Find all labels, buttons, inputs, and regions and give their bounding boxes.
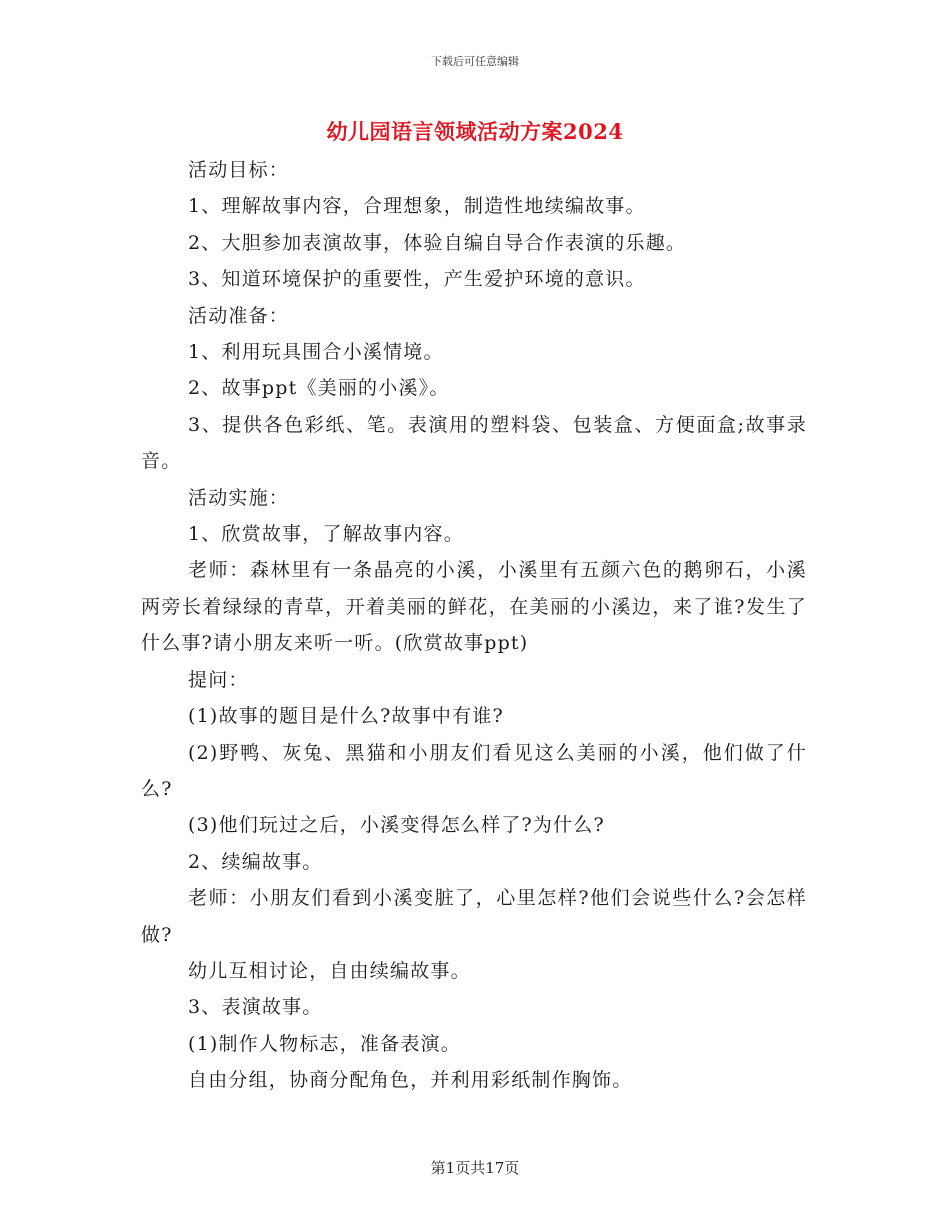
paragraph-step-3: 3、表演故事。 bbox=[188, 996, 323, 1019]
paragraph-goal-1: 1、理解故事内容，合理想象，制造性地续编故事。 bbox=[188, 195, 646, 218]
document-title: 幼儿园语言领域活动方案2024 bbox=[326, 119, 624, 144]
paragraph-question-3: (3)他们玩过之后，小溪变得怎么样了?为什么? bbox=[188, 814, 605, 837]
paragraph-step-1: 1、欣赏故事，了解故事内容。 bbox=[188, 523, 464, 546]
paragraph-goal-2: 2、大胆参加表演故事，体验自编自导合作表演的乐趣。 bbox=[188, 231, 687, 254]
paragraph-questions-heading: 提问： bbox=[188, 668, 249, 691]
paragraph-preparation-heading: 活动准备： bbox=[188, 304, 290, 327]
paragraph-activity-goals-heading: 活动目标： bbox=[188, 159, 290, 181]
paragraph-preparation-1: 1、利用玩具围合小溪情境。 bbox=[188, 341, 444, 364]
paragraph-question-1: (1)故事的题目是什么?故事中有谁? bbox=[188, 705, 504, 728]
paragraph-teacher-story: 老师：森林里有一条晶亮的小溪，小溪里有五颜六色的鹅卵石，小溪两旁长着绿绿的青草，开着美丽的鲜花，在美丽的小溪边，来了谁?发生了什么事?请小朋友来听一听。(欣赏故事ppt) bbox=[141, 559, 807, 655]
paragraph-question-2: (2)野鸭、灰兔、黑猫和小朋友们看见这么美丽的小溪，他们做了什么? bbox=[141, 741, 807, 800]
document-body bbox=[141, 152, 807, 1099]
paragraph-teacher-continue: 老师：小朋友们看到小溪变脏了，心里怎样?他们会说些什么?会怎样做? bbox=[141, 887, 807, 946]
paragraph-make-badges: (1)制作人物标志，准备表演。 bbox=[188, 1032, 461, 1055]
paragraph-children-discuss: 幼儿互相讨论，自由续编故事。 bbox=[188, 959, 471, 982]
paragraph-preparation-2: 2、故事ppt《美丽的小溪》。 bbox=[188, 377, 450, 400]
paragraph-goal-3: 3、知道环境保护的重要性，产生爱护环境的意识。 bbox=[188, 268, 646, 291]
header-note: 下载后可任意编辑 bbox=[431, 55, 519, 68]
page-number-footer: 第1页共17页 bbox=[430, 1159, 520, 1177]
paragraph-grouping: 自由分组，协商分配角色，并利用彩纸制作胸饰。 bbox=[188, 1069, 633, 1092]
paragraph-step-2: 2、续编故事。 bbox=[188, 850, 323, 873]
paragraph-preparation-3: 3、提供各色彩纸、笔。表演用的塑料袋、包装盒、方便面盒;故事录音。 bbox=[141, 413, 807, 473]
paragraph-implementation-heading: 活动实施： bbox=[188, 486, 290, 509]
